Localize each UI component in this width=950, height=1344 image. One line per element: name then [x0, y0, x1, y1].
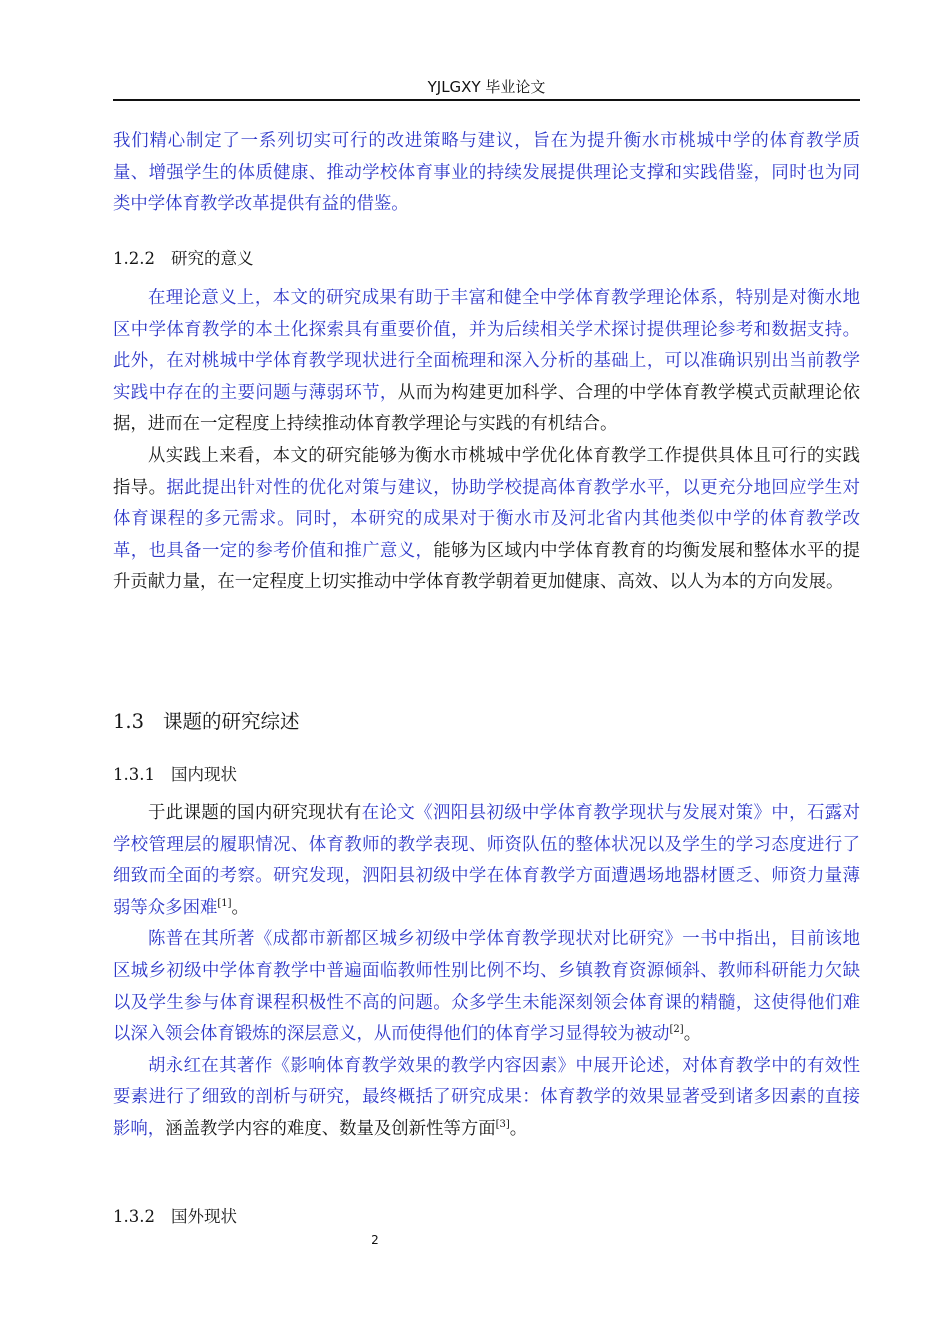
header-divider: [113, 99, 860, 101]
intro-tail-paragraph: [113, 126, 860, 221]
text-span: 。: [231, 897, 249, 918]
citation-ref-2: [2]: [669, 1024, 684, 1036]
significance-paragraph-1: [113, 283, 860, 441]
domestic-paragraph-3: [113, 1051, 860, 1146]
heading-number: 1.3.1: [113, 765, 155, 784]
text-span: 。: [683, 1024, 702, 1045]
citation-ref-1: [1]: [217, 897, 232, 909]
text-span: 从实践上来看，本文的研究能够为衡水市桃城中学优化体育教学工作提供具体且可行的实践指导。: [113, 445, 860, 498]
significance-paragraph-2: [113, 441, 860, 599]
heading-1-3-1: [113, 761, 237, 785]
heading-number: 1.2.2: [113, 249, 155, 268]
page-header: YJLGXY 毕业论文: [427, 78, 546, 96]
text-span: 在理论意义上，本文的研究成果有助于丰富和健全中学体育教学理论体系，特别是对衡水地区中学体育教学的本土化探索具有重要价值，并为后续相关学术探讨提供理论参考和数据支持。此外，在对桃城中学体育教学现状进行全面梳理和深入分析的基础上，可以准确识别出当前教学实践中存在的主要问题与薄弱环节，: [113, 288, 860, 403]
text-span: 陈普在其所著《成都市新都区城乡初级中学体育教学现状对比研究》一书中指出，目前该地区城乡初级中学体育教学中普遍面临教师性别比例不均、乡镇教育资源倾斜、教师科研能力欠缺以及学生参与体育课程积极性不高的问题。众多学生未能深刻领会体育课的精髓，这使得他们难以深入领会体育锻炼的深层意义，从而使得他们的体育学习显得较为被动: [113, 929, 860, 1045]
heading-1-3-2: [113, 1203, 237, 1227]
heading-1-3: [113, 706, 300, 734]
heading-title: 研究的意义: [171, 249, 254, 268]
text-span: 能够为区域内中学体育教育的均衡发展和整体水平的提升贡献力量，在一定程度上切实推动中学体育教学朝着更加健康、高效、以人为本的方向发展。: [113, 540, 860, 593]
text-span: 从而为构建更加科学、合理的中学体育教学模式贡献理论依据，进而在一定程度上持续推动体育教学理论与实践的有机结合。: [113, 382, 860, 435]
page-number: 2: [371, 1233, 379, 1247]
intro-tail-block: [113, 126, 860, 221]
heading-title: 国外现状: [171, 1207, 237, 1226]
intro-tail-text: 我们精心制定了一系列切实可行的改进策略与建议，旨在为提升衡水市桃城中学的体育教学质量、增强学生的体质健康、推动学校体育事业的持续发展提供理论支撑和实践借鉴，同时也为同类中学体育教学改革提供有益的借鉴。: [113, 131, 860, 215]
heading-title: 课题的研究综述: [163, 710, 300, 733]
domestic-paragraph-1: [113, 798, 860, 924]
heading-number: 1.3: [113, 710, 145, 733]
text-span: 于此课题的国内研究现状有: [148, 803, 362, 823]
text-span: 在论文《泗阳县初级中学体育教学现状与发展对策》中，石露对学校管理层的履职情况、体育教师的教学表现、师资队伍的整体状况以及学生的学习态度进行了细致而全面的考察。研究发现，泗阳县初级中学在体育教学方面遭遇场地器材匮乏、师资力量薄弱等众多困难: [113, 803, 860, 918]
heading-number: 1.3.2: [113, 1207, 155, 1226]
domestic-status-block: [113, 798, 860, 1146]
domestic-paragraph-2: [113, 924, 860, 1050]
text-span: 涵盖教学内容的难度、数量及创新性等方面: [165, 1118, 496, 1139]
heading-title: 国内现状: [171, 765, 237, 784]
text-span: 。: [509, 1118, 528, 1139]
text-span: 据此提出针对性的优化对策与建议，协助学校提高体育教学水平，以更充分地回应学生对体育课程的多元需求。同时，本研究的成果对于衡水市及河北省内其他类似中学的体育教学改革，也具备一定的参考价值和推广意义，: [113, 477, 860, 561]
significance-block: [113, 283, 860, 599]
citation-ref-3: [3]: [495, 1119, 510, 1131]
text-span: 胡永红在其著作《影响体育教学效果的教学内容因素》中展开论述，对体育教学中的有效性要素进行了细致的剖析与研究，最终概括了研究成果：体育教学的效果显著受到诸多因素的直接影响，: [113, 1055, 860, 1139]
heading-1-2-2: [113, 245, 254, 269]
